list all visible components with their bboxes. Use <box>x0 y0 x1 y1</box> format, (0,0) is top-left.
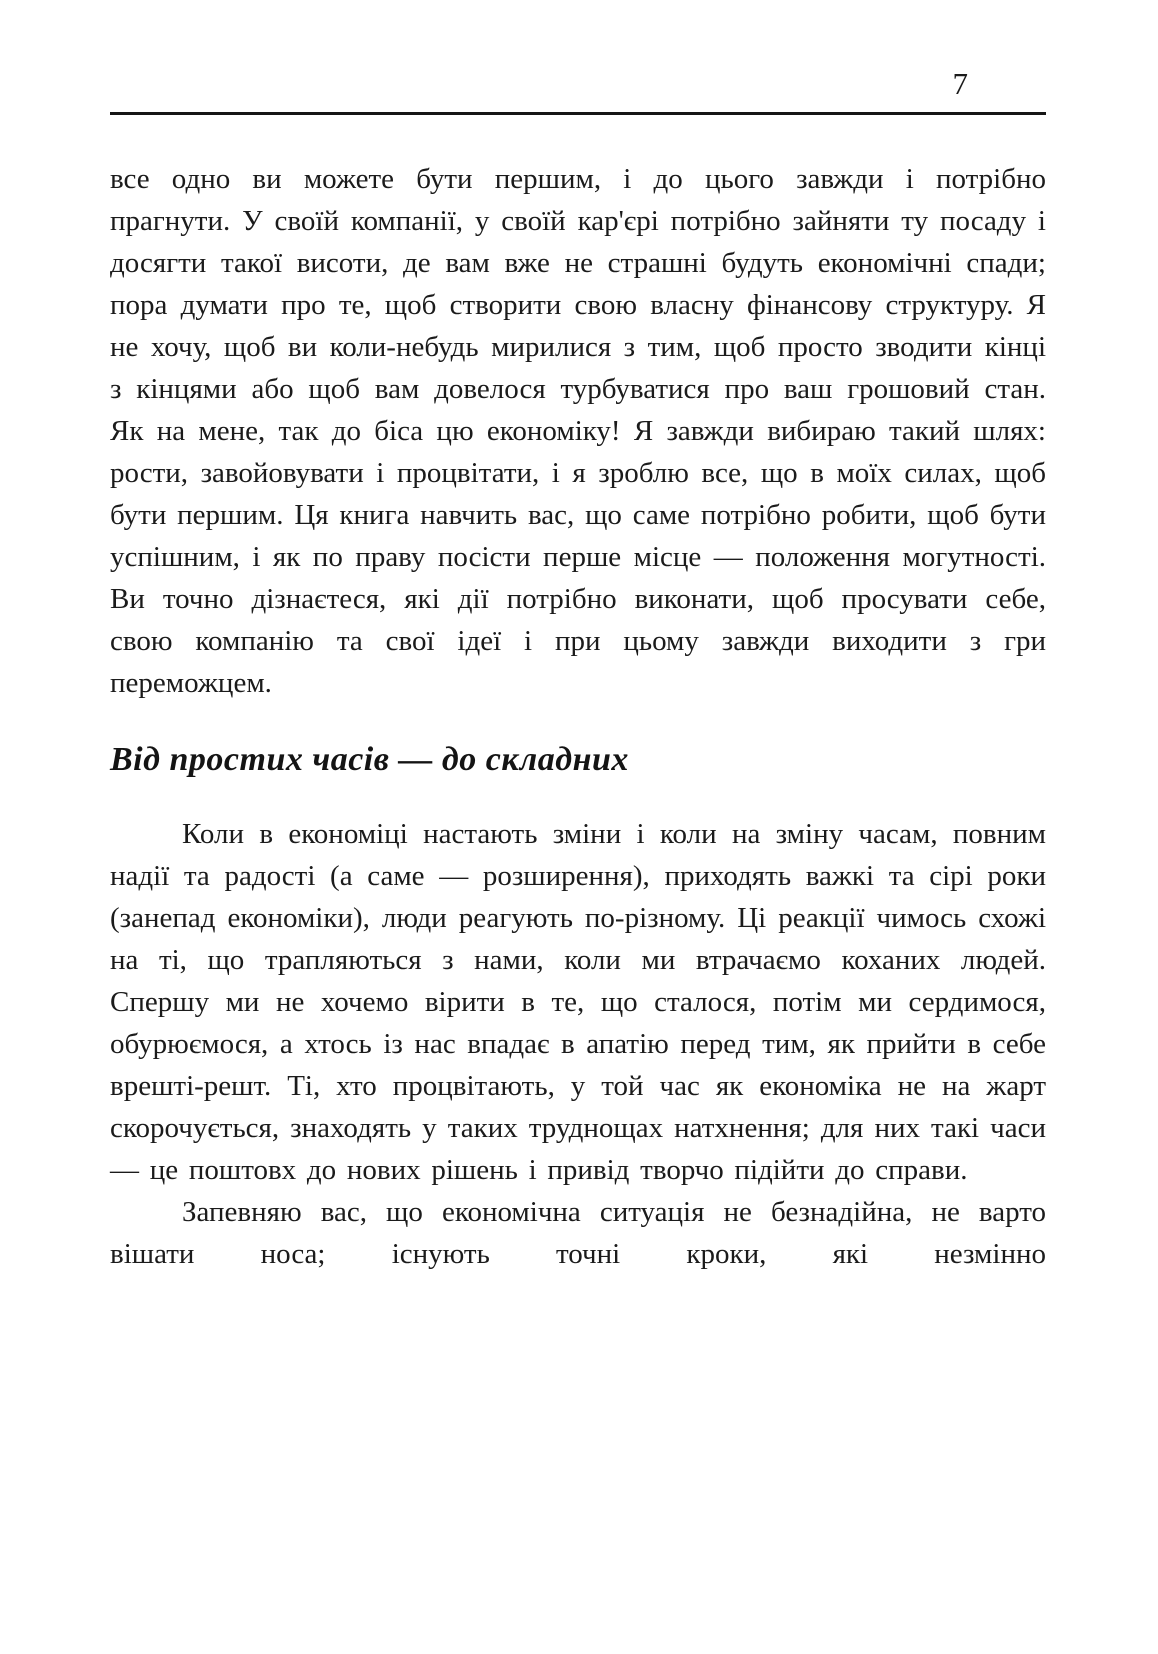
page-text <box>110 158 1046 1275</box>
body-paragraph-2: Коли в економіці настають зміни і коли на зміну часам, повним надії та радості (а саме — розширення), приходять важкі та сірі роки (занепад економіки), люди реагують по-різному. Ці реакції чимось схожі на ті, що трапляються з нами, коли ми втрачаємо коханих людей. Спершу ми не хочемо вірити в те, що сталося, потім ми сердимося, обурюємося, а хтось із нас впадає в апатію перед тим, як прийти в себе врешті-решт. Ті, хто процвітають, у той час як економіка не на жарт скорочується, знаходять у таких труднощах натхнення; для них такі часи — це поштовх до нових рішень і привід творчо підійти до справи. <box>110 817 1046 1186</box>
body-paragraph-1: все одно ви можете бути першим, і до цього завжди і потрібно прагнути. У своїй компанії, у своїй кар'єрі потрібно зайняти ту посаду і досягти такої висоти, де вам вже не страшні будуть економічні спади; пора думати про те, щоб створити свою власну фінансову структуру. Я не хочу, щоб ви коли-небудь мирилися з тим, щоб просто зводити кінці з кінцями або щоб вам довелося турбуватися про ваш грошовий стан. Як на мене, так до біса цю економіку! Я завжди вибираю такий шлях: рости, завойовувати і процвітати, і я зроблю все, що в моїх силах, щоб бути першим. Ця книга навчить вас, що саме потрібно робити, щоб бути успішним, і як по праву посісти перше місце — положення могутності. Ви точно дізнаєтеся, які дії потрібно виконати, щоб просувати себе, свою компанію та свої ідеї і при цьому завжди виходити з гри переможцем. <box>110 163 1046 699</box>
section-heading: Від простих часів — до складних <box>110 741 629 778</box>
page-number: 7 <box>952 66 968 101</box>
page-header <box>110 0 1046 115</box>
body-paragraph-3: Запевняю вас, що економічна ситуація не безнадійна, не варто вішати носа; існують точні кроки, які незмінно <box>110 1195 1046 1270</box>
header-rule <box>110 112 1046 115</box>
